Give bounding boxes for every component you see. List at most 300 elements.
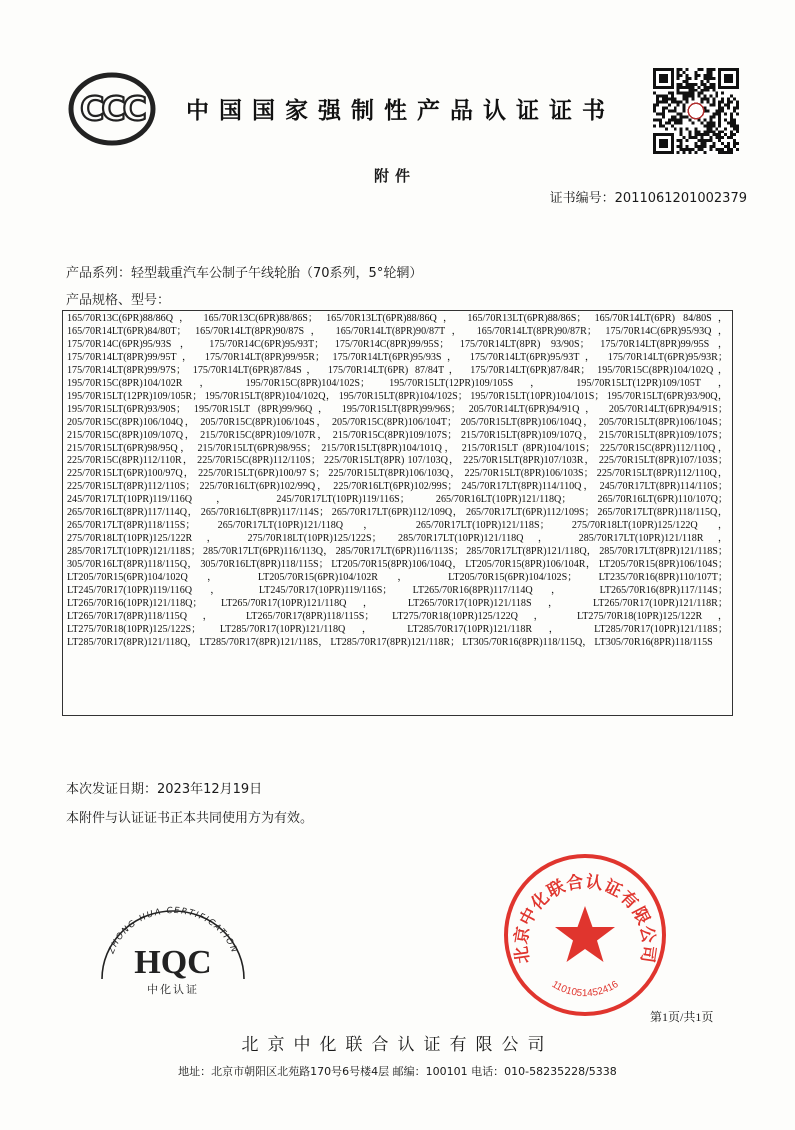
qr-module <box>706 74 709 77</box>
qr-module <box>718 115 721 118</box>
qr-module <box>709 130 712 133</box>
qr-module <box>709 95 712 98</box>
qr-module <box>724 112 727 115</box>
qr-module <box>697 95 700 98</box>
qr-module <box>659 101 662 104</box>
qr-module <box>695 145 698 148</box>
qr-module <box>736 101 739 104</box>
qr-module <box>697 68 700 71</box>
qr-module <box>671 98 674 101</box>
qr-module <box>712 101 715 104</box>
qr-module <box>736 142 739 145</box>
qr-module <box>653 118 656 121</box>
qr-module <box>730 136 733 139</box>
product-series: 产品系列：轻型载重汽车公制子午线轮胎（70系列，5°轮辋） <box>66 266 423 281</box>
qr-module <box>653 110 656 113</box>
qr-module <box>727 145 730 148</box>
qr-module <box>712 115 715 118</box>
qr-module <box>668 110 671 113</box>
qr-module <box>680 115 683 118</box>
qr-module <box>677 139 680 142</box>
qr-module <box>733 118 736 121</box>
qr-module <box>665 95 668 98</box>
qr-module <box>697 133 700 136</box>
qr-module <box>721 107 724 110</box>
qr-module <box>703 130 706 133</box>
qr-module <box>730 121 733 124</box>
qr-module <box>686 77 689 80</box>
qr-module <box>724 145 727 148</box>
qr-module <box>727 98 730 101</box>
qr-module <box>709 104 712 107</box>
qr-module <box>653 92 656 95</box>
qr-module <box>659 95 662 98</box>
qr-module <box>718 139 721 142</box>
qr-module <box>712 89 715 92</box>
qr-module <box>700 133 703 136</box>
qr-module <box>680 121 683 124</box>
qr-module <box>700 139 703 142</box>
qr-module <box>700 121 703 124</box>
qr-module <box>727 121 730 124</box>
certificate-number: 证书编号：2011061201002379 <box>549 191 747 206</box>
qr-module <box>677 68 680 71</box>
qr-module <box>695 77 698 80</box>
product-spec-label: 产品规格、型号： <box>66 293 171 308</box>
qr-module <box>709 121 712 124</box>
qr-module <box>697 130 700 133</box>
qr-module <box>733 133 736 136</box>
qr-module <box>700 101 703 104</box>
qr-module <box>668 92 671 95</box>
qr-module <box>677 74 680 77</box>
qr-module <box>709 148 712 151</box>
qr-module <box>733 127 736 130</box>
qr-module <box>680 133 683 136</box>
qr-module <box>695 130 698 133</box>
qr-module <box>656 98 659 101</box>
qr-module <box>668 118 671 121</box>
seal-star-icon <box>555 906 615 962</box>
qr-module <box>715 110 718 113</box>
qr-module <box>662 110 665 113</box>
qr-module <box>674 127 677 130</box>
qr-module <box>686 83 689 86</box>
qr-module <box>656 101 659 104</box>
footer-company-name: 北京中化联合认证有限公司 <box>241 1035 554 1055</box>
qr-module <box>715 92 718 95</box>
qr-module <box>730 130 733 133</box>
qr-module <box>659 124 662 127</box>
qr-module <box>718 110 721 113</box>
qr-module <box>665 101 668 104</box>
qr-module <box>706 139 709 142</box>
qr-module <box>659 118 662 121</box>
qr-module <box>686 98 689 101</box>
qr-module <box>712 133 715 136</box>
qr-module <box>730 118 733 121</box>
qr-module <box>718 148 721 151</box>
qr-module <box>683 98 686 101</box>
qr-module <box>665 121 668 124</box>
qr-module <box>689 86 692 89</box>
qr-module <box>718 104 721 107</box>
hqc-chinese-name: 中化认证 <box>147 983 199 996</box>
qr-module <box>727 151 730 154</box>
qr-module <box>662 107 665 110</box>
qr-module <box>736 112 739 115</box>
qr-module <box>706 110 709 113</box>
attachment-heading: 附件 <box>374 167 417 185</box>
qr-module <box>665 98 668 101</box>
qr-module <box>683 92 686 95</box>
qr-module <box>718 101 721 104</box>
qr-module <box>724 118 727 121</box>
qr-module <box>695 142 698 145</box>
qr-module <box>653 104 656 107</box>
qr-module <box>674 110 677 113</box>
qr-module <box>703 151 706 154</box>
qr-module <box>674 121 677 124</box>
qr-module <box>686 68 689 71</box>
qr-module <box>677 77 680 80</box>
qr-module <box>733 145 736 148</box>
qr-module <box>683 107 686 110</box>
qr-module <box>689 151 692 154</box>
qr-module <box>695 89 698 92</box>
qr-module <box>683 86 686 89</box>
qr-module <box>712 68 715 71</box>
qr-module <box>733 110 736 113</box>
qr-module <box>683 110 686 113</box>
qr-module <box>721 142 724 145</box>
qr-module <box>662 115 665 118</box>
qr-module <box>733 139 736 142</box>
svg-text:1101051452416 <box>550 979 621 999</box>
qr-module <box>697 74 700 77</box>
qr-module <box>674 107 677 110</box>
qr-module <box>674 98 677 101</box>
qr-module <box>712 142 715 145</box>
qr-module <box>715 136 718 139</box>
qr-module <box>703 86 706 89</box>
qr-module <box>712 77 715 80</box>
qr-module <box>692 92 695 95</box>
qr-module <box>709 145 712 148</box>
qr-module <box>712 130 715 133</box>
qr-module <box>662 95 665 98</box>
qr-module <box>703 74 706 77</box>
certificate-title: 中国国家强制性产品认证证书 <box>186 98 615 124</box>
qr-module <box>709 139 712 142</box>
qr-module <box>695 133 698 136</box>
qr-module <box>721 148 724 151</box>
qr-module <box>718 133 721 136</box>
qr-module <box>677 118 680 121</box>
qr-module <box>736 124 739 127</box>
hqc-ring-text: ZHONG HUA CERTIFICATION <box>106 905 240 956</box>
qr-module <box>709 124 712 127</box>
page-number: 第1页/共1页 <box>650 1010 714 1024</box>
qr-module <box>653 124 656 127</box>
qr-module <box>683 151 686 154</box>
qr-module <box>709 68 712 71</box>
qr-center-logo-icon <box>688 103 703 118</box>
qr-module <box>680 139 683 142</box>
qr-module <box>680 74 683 77</box>
qr-module <box>730 148 733 151</box>
qr-module <box>656 118 659 121</box>
model-list-box: 165/70R13C(6PR)88/86Q， 165/70R13C(6PR)88/86S； 165/70R13LT(6PR)88/86Q， 165/70R13LT(6PR)88/86S； 165/70R14LT(6PR) 84/80S， 165/70R14LT(6PR)84/80T； 165/70R14LT(8PR)90/87S， 165/70R14LT(8PR)90/87T， 165/70R14LT(8PR)90/87R； 175/70R14C(6PR)95/93Q， 175/70R14C(6PR)95/93S， 175/70R14C(6PR)95/93T； 175/70R14C(8PR)99/95S； 175/70R14LT(8PR) 93/90S； 175/70R14LT(8PR)99/95S， 175/70R14LT(8PR)99/95T， 175/70R14LT(8PR)99/95R； 175/70R14LT(6PR)95/93S， 175/70R14LT(6PR)95/93T， 175/70R14LT(6PR)95/93R； 175/70R14LT(8PR)99/97S； 175/70R14LT(6PR)87/84S， 175/70R14LT(6PR) 87/84T， 175/70R14LT(6PR)87/84R； 195/70R15C(8PR)104/102Q， 195/70R15C(8PR)104/102R， 195/70R15C(8PR)104/102S； 195/70R15LT(12PR)109/105S， 195/70R15LT(12PR)109/105T， 195/70R15LT(12PR)109/105R； 195/70R15LT(8PR)104/102Q， 195/70R15LT(8PR)104/102S； 195/70R15LT(10PR)104/101S； 195/70R15LT(6PR)93/90Q， 195/70R15LT(6PR)93/90S； 195/70R15LT (8PR)99/96Q， 195/70R15LT(8PR)99/96S； 205/70R14LT(6PR)94/91Q， 205/70R14LT(6PR)94/91S； 205/70R15C(8PR)106/104Q， 205/70R15C(8PR)106/104S， 205/70R15C(8PR)106/104T； 205/70R15LT(8PR)106/104Q， 205/70R15LT(8PR)106/104S； 215/70R15C(8PR)109/107Q， 215/70R15C(8PR)109/107R， 215/70R15C(8PR)109/107S； 215/70R15LT(8PR)109/107Q， 215/70R15LT(8PR)109/107S； 215/70R15LT(6PR)98/95Q， 215/70R15LT(6PR)98/95S； 215/70R15LT(8PR)104/101Q， 215/70R15LT (8PR)104/101S； 225/70R15C(8PR)112/110Q， 225/70R15C(8PR)112/110R， 225/70R15C(8PR)112/110S； 225/70R15LT(8PR) 107/103Q， 225/70R15LT(8PR)107/103R， 225/70R15LT(8PR)107/103S； 225/70R15LT(6PR)100/97Q， 225/70R15LT(6PR)100/97 S； 225/70R15LT(8PR)106/103Q， 225/70R15LT(8PR)106/103S； 225/70R15LT(8PR)112/110Q， 225/70R15LT(8PR)112/110S； 225/70R16LT(6PR)102/99Q， 225/70R16LT(6PR)102/99S； 245/70R17LT(8PR)114/110Q， 245/70R17LT(8PR)114/110S； 245/70R17LT(10PR)119/116Q， 245/70R17LT(10PR)119/116S； 265/70R16LT(10PR)121/118Q； 265/70R16LT(6PR)110/107Q； 265/70R16LT(8PR)117/114Q， 265/70R16LT(8PR)117/114S； 265/70R17LT(6PR)112/109Q， 265/70R17LT(6PR)112/109S； 265/70R17LT(8PR)118/115Q， 265/70R17LT(8PR)118/115S； 265/70R17LT(10PR)121/118Q， 265/70R17LT(10PR)121/118S； 275/70R18LT(10PR)125/122Q， 275/70R18LT(10PR)125/122R， 275/70R18LT(10PR)125/122S； 285/70R17LT(10PR)121/118Q， 285/70R17LT(10PR)121/118R， 285/70R17LT(10PR)121/118S； 285/70R17LT(6PR)116/113Q， 285/70R17LT(6PR)116/113S； 285/70R17LT(8PR)121/118Q， 285/70R17LT(8PR)121/118S； 305/70R16LT(8PR)118/115Q， 305/70R16LT(8PR)118/115S； LT205/70R15(8PR)106/104Q， LT205/70R15(8PR)106/104R， LT205/70R15(8PR)106/104S； LT205/70R15(6PR)104/102Q， LT205/70R15(6PR)104/102R， LT205/70R15(6PR)104/102S； LT235/70R16(8PR)110/107T； LT245/70R17(10PR)119/116Q， LT245/70R17(10PR)119/116S； LT265/70R16(8PR)117/114Q， LT265/70R16(8PR)117/114S； LT265/70R16(10PR)121/118Q； LT265/70R17(10PR)121/118Q， LT265/70R17(10PR)121/118S， LT265/70R17(10PR)121/118R； LT265/70R17(8PR)118/115Q， LT265/70R17(8PR)118/115S； LT275/70R18(10PR)125/122Q， LT275/70R18(10PR)125/122R， LT275/70R18(10PR)125/122S； LT285/70R17(10PR)121/118Q， LT285/70R17(10PR)121/118R， LT285/70R17(10PR)121/118S； LT285/70R17(8PR)121/118Q， LT285/70R17(8PR)121/118S， LT285/70R17(8PR)121/118R； LT305/70R16(8PR)118/115Q， LT305/70R16(8PR)118/115S <box>62 310 733 716</box>
qr-module <box>703 95 706 98</box>
qr-module <box>680 83 683 86</box>
qr-module <box>695 71 698 74</box>
qr-module <box>730 95 733 98</box>
validity-note: 本附件与认证证书正本共同使用方为有效。 <box>66 811 314 826</box>
qr-module <box>677 92 680 95</box>
qr-module <box>683 115 686 118</box>
qr-module <box>677 151 680 154</box>
qr-module <box>686 139 689 142</box>
ccc-logo-text: CCC <box>80 89 144 128</box>
qr-module <box>662 124 665 127</box>
qr-module <box>727 107 730 110</box>
qr-module <box>727 148 730 151</box>
qr-module <box>715 127 718 130</box>
qr-module <box>689 133 692 136</box>
qr-module <box>727 101 730 104</box>
qr-module <box>689 130 692 133</box>
qr-module <box>677 83 680 86</box>
qr-module <box>700 68 703 71</box>
qr-module <box>706 124 709 127</box>
qr-module <box>686 127 689 130</box>
qr-module <box>692 121 695 124</box>
qr-module <box>703 77 706 80</box>
issue-date: 本次发证日期：2023年12月19日 <box>66 782 263 797</box>
qr-module <box>692 95 695 98</box>
qr-module <box>712 98 715 101</box>
qr-module <box>706 98 709 101</box>
seal-number: 1101051452416 <box>549 979 621 1000</box>
qr-module <box>680 118 683 121</box>
qr-module <box>668 98 671 101</box>
qr-module <box>671 110 674 113</box>
ccc-logo <box>68 72 156 146</box>
qr-module <box>703 89 706 92</box>
qr-module <box>715 148 718 151</box>
qr-module <box>703 83 706 86</box>
qr-module <box>733 98 736 101</box>
qr-module <box>680 112 683 115</box>
qr-module <box>671 95 674 98</box>
qr-module <box>680 148 683 151</box>
qr-module <box>656 112 659 115</box>
qr-module <box>709 127 712 130</box>
qr-module <box>697 139 700 142</box>
qr-module <box>736 148 739 151</box>
qr-module <box>674 101 677 104</box>
qr-module <box>700 136 703 139</box>
qr-module <box>703 124 706 127</box>
qr-module <box>712 86 715 89</box>
qr-module <box>709 136 712 139</box>
qr-module <box>712 121 715 124</box>
qr-module <box>709 71 712 74</box>
qr-module <box>730 133 733 136</box>
qr-module <box>689 83 692 86</box>
qr-module <box>733 121 736 124</box>
qr-module <box>680 130 683 133</box>
qr-module <box>668 104 671 107</box>
qr-module <box>730 115 733 118</box>
qr-module <box>727 104 730 107</box>
qr-module <box>677 104 680 107</box>
qr-module <box>721 101 724 104</box>
qr-finder-pattern <box>659 74 668 83</box>
qr-module <box>700 83 703 86</box>
qr-module <box>689 148 692 151</box>
qr-module <box>721 92 724 95</box>
qr-module <box>709 77 712 80</box>
qr-module <box>709 115 712 118</box>
qr-module <box>686 145 689 148</box>
qr-module <box>700 145 703 148</box>
qr-module <box>703 139 706 142</box>
qr-module <box>686 101 689 104</box>
qr-module <box>686 80 689 83</box>
qr-module <box>700 142 703 145</box>
qr-module <box>721 136 724 139</box>
qr-module <box>692 148 695 151</box>
qr-module <box>683 95 686 98</box>
qr-module <box>692 136 695 139</box>
qr-module <box>706 89 709 92</box>
qr-module <box>697 86 700 89</box>
qr-module <box>736 130 739 133</box>
qr-module <box>671 124 674 127</box>
qr-module <box>686 148 689 151</box>
qr-module <box>671 115 674 118</box>
qr-module <box>706 133 709 136</box>
qr-module <box>659 121 662 124</box>
qr-module <box>697 92 700 95</box>
qr-module <box>683 71 686 74</box>
qr-module <box>695 136 698 139</box>
qr-module <box>700 92 703 95</box>
qr-module <box>730 112 733 115</box>
qr-module <box>703 133 706 136</box>
qr-module <box>677 112 680 115</box>
qr-module <box>677 71 680 74</box>
hqc-certification-logo <box>98 895 248 999</box>
qr-module <box>715 95 718 98</box>
qr-module <box>703 142 706 145</box>
qr-module <box>703 98 706 101</box>
qr-module <box>736 104 739 107</box>
qr-module <box>677 145 680 148</box>
qr-module <box>703 118 706 121</box>
qr-module <box>718 107 721 110</box>
qr-module <box>706 71 709 74</box>
qr-module <box>695 74 698 77</box>
qr-module <box>686 86 689 89</box>
qr-module <box>680 127 683 130</box>
qr-module <box>683 104 686 107</box>
qr-module <box>680 145 683 148</box>
qr-module <box>727 142 730 145</box>
qr-module <box>730 151 733 154</box>
qr-module <box>689 136 692 139</box>
qr-module <box>733 124 736 127</box>
company-seal <box>502 852 668 1018</box>
qr-module <box>677 89 680 92</box>
qr-module <box>733 107 736 110</box>
qr-module <box>689 89 692 92</box>
qr-module <box>697 148 700 151</box>
qr-module <box>680 86 683 89</box>
qr-module <box>695 151 698 154</box>
qr-module <box>721 98 724 101</box>
qr-module <box>709 83 712 86</box>
qr-module <box>686 92 689 95</box>
qr-module <box>700 80 703 83</box>
qr-module <box>712 112 715 115</box>
qr-module <box>700 148 703 151</box>
qr-module <box>692 89 695 92</box>
qr-module <box>712 83 715 86</box>
qr-module <box>674 115 677 118</box>
qr-module <box>706 68 709 71</box>
qr-module <box>712 145 715 148</box>
qr-finder-pattern <box>724 74 733 83</box>
qr-module <box>689 118 692 121</box>
qr-module <box>656 95 659 98</box>
qr-module <box>736 107 739 110</box>
qr-module <box>677 101 680 104</box>
qr-module <box>659 112 662 115</box>
qr-module <box>662 98 665 101</box>
qr-module <box>689 77 692 80</box>
qr-module <box>686 95 689 98</box>
qr-module <box>680 101 683 104</box>
qr-module <box>721 110 724 113</box>
qr-module <box>715 133 718 136</box>
qr-module <box>718 121 721 124</box>
qr-module <box>730 124 733 127</box>
qr-module <box>671 118 674 121</box>
qr-module <box>724 151 727 154</box>
qr-module <box>674 118 677 121</box>
qr-module <box>724 104 727 107</box>
qr-module <box>683 80 686 83</box>
qr-module <box>695 127 698 130</box>
qr-module <box>686 115 689 118</box>
qr-module <box>736 127 739 130</box>
qr-module <box>733 142 736 145</box>
qr-module <box>721 130 724 133</box>
qr-module <box>712 104 715 107</box>
qr-module <box>718 112 721 115</box>
qr-module <box>706 86 709 89</box>
qr-module <box>718 130 721 133</box>
qr-module <box>712 124 715 127</box>
qr-module <box>662 101 665 104</box>
qr-module <box>709 86 712 89</box>
qr-module <box>727 136 730 139</box>
qr-module <box>721 151 724 154</box>
qr-module <box>730 101 733 104</box>
